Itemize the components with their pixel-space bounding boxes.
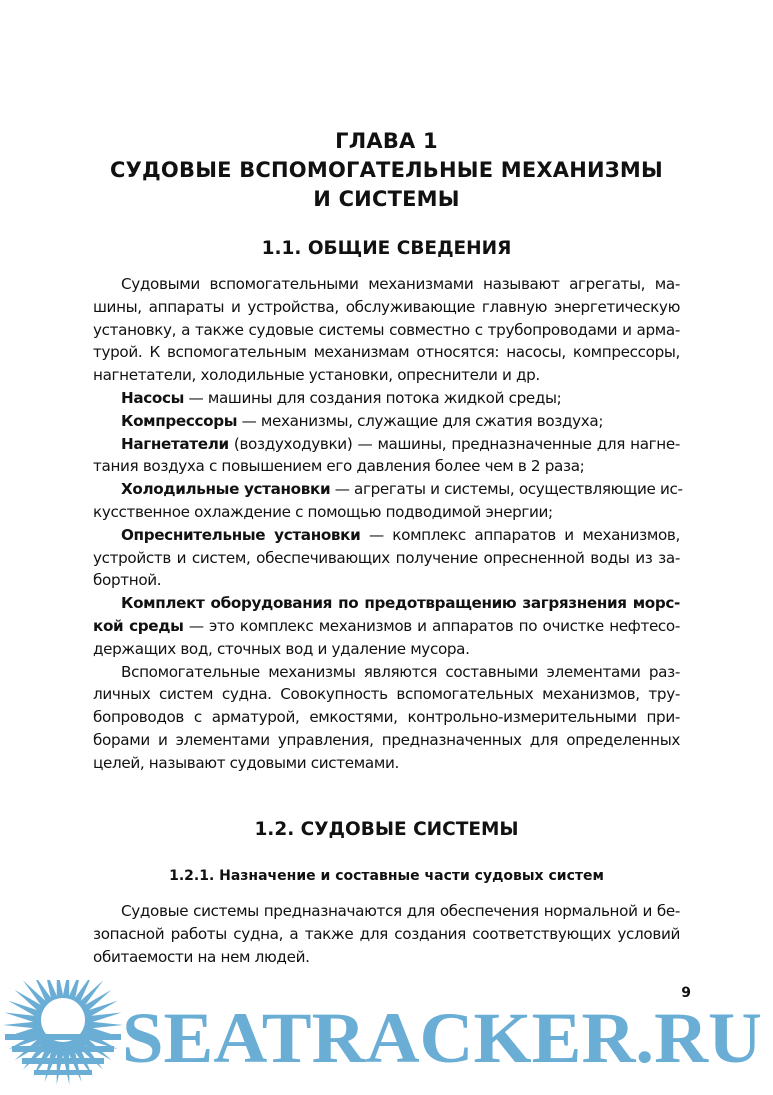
intro-line: Судовыми вспомогательными механизмами называют агрегаты, ма- [121, 275, 680, 293]
watermark-text: SEATRACKER.RU [122, 998, 762, 1078]
section-2-heading: 1.2. СУДОВЫЕ СИСТЕМЫ [254, 819, 519, 840]
term-compressors: Компрессоры [121, 411, 238, 430]
definition-text: — агрегаты и системы, осуществляющие ис- [330, 480, 683, 499]
intro-line: нагнетатели, холодильные установки, опреснители и др. [93, 366, 540, 385]
page-number: 9 [681, 985, 691, 1001]
chapter-title-line2: И СИСТЕМЫ [313, 187, 460, 211]
watermark [0, 980, 773, 1095]
paragraph-line: обитаемости на нем людей. [93, 947, 310, 966]
chapter-heading [60, 127, 713, 214]
chapter-title-line1: СУДОВЫЕ ВСПОМОГАТЕЛЬНЫЕ МЕХАНИЗМЫ [110, 158, 663, 182]
closing-line: Вспомогательные механизмы являются составными элементами раз- [121, 662, 680, 681]
definition-text: — комплекс аппаратов и механизмов, [360, 525, 680, 544]
sun-burst-icon [3, 980, 123, 1085]
term-pumps: Насосы [121, 388, 185, 407]
definition-line: тания воздуха с повышением его давления более чем в 2 раза; [93, 457, 585, 476]
closing-line: личных систем судна. Совокупность вспомогательных механизмов, тру- [93, 685, 680, 704]
definition-text: — механизмы, служащие для сжатия воздуха; [237, 411, 604, 430]
definition-line: держащих вод, сточных вод и удаление мусора. [93, 639, 470, 658]
definition-text: (воздуходувки) — машины, предназначенные для нагне- [228, 434, 680, 453]
definition-text: — машины для создания потока жидкой среды; [184, 388, 562, 407]
definition-compressors [93, 410, 680, 433]
term-pollution: Комплект оборудования по предотвращению загрязнения морс- [121, 594, 680, 613]
definition-refrigeration [93, 478, 683, 501]
intro-line: установку, а также судовые системы совместно с трубопроводами и арма- [93, 320, 680, 339]
definition-desalination [93, 524, 680, 547]
section-1-heading: 1.1. ОБЩИЕ СВЕДЕНИЯ [261, 238, 512, 259]
intro-line: турой. К вспомогательным механизмам относятся: насосы, компрессоры, [93, 343, 680, 362]
term-pollution-cont: кой среды [93, 616, 184, 635]
definition-line [93, 615, 680, 638]
section-2-body [93, 900, 680, 968]
definition-line: устройств и систем, обеспечивающих получение опресненной воды из за- [93, 548, 680, 567]
term-blowers: Нагнетатели [121, 434, 229, 453]
term-refrigeration: Холодильные установки [121, 480, 331, 499]
intro-line: шины, аппараты и устройства, обслуживающие главную энергетическую [93, 297, 680, 316]
definition-line: бортной. [93, 571, 162, 590]
closing-line: борами и элементами управления, предназначенных для определенных [93, 730, 680, 749]
chapter-label: ГЛАВА 1 [335, 129, 438, 153]
definition-text: — это комплекс механизмов и аппаратов по очистке нефтесо- [183, 616, 681, 635]
subsection-heading: 1.2.1. Назначение и составные части судовых систем [169, 868, 604, 884]
paragraph-line: Судовые системы предназначаются для обеспечения нормальной и бе- [121, 902, 680, 920]
closing-line: целей, называют судовыми системами. [93, 753, 399, 772]
definition-blowers [93, 433, 680, 456]
section-1-body [93, 273, 683, 775]
definition-line: кусственное охлаждение с помощью подводимой энергии; [93, 502, 553, 521]
closing-line: бопроводов с арматурой, емкостями, контрольно-измерительными при- [93, 708, 680, 727]
definition-pumps [93, 387, 680, 410]
definition-pollution [93, 592, 680, 615]
term-desalination: Опреснительные установки [121, 525, 361, 544]
paragraph-line: зопасной работы судна, а также для создания соответствующих условий [93, 924, 680, 943]
